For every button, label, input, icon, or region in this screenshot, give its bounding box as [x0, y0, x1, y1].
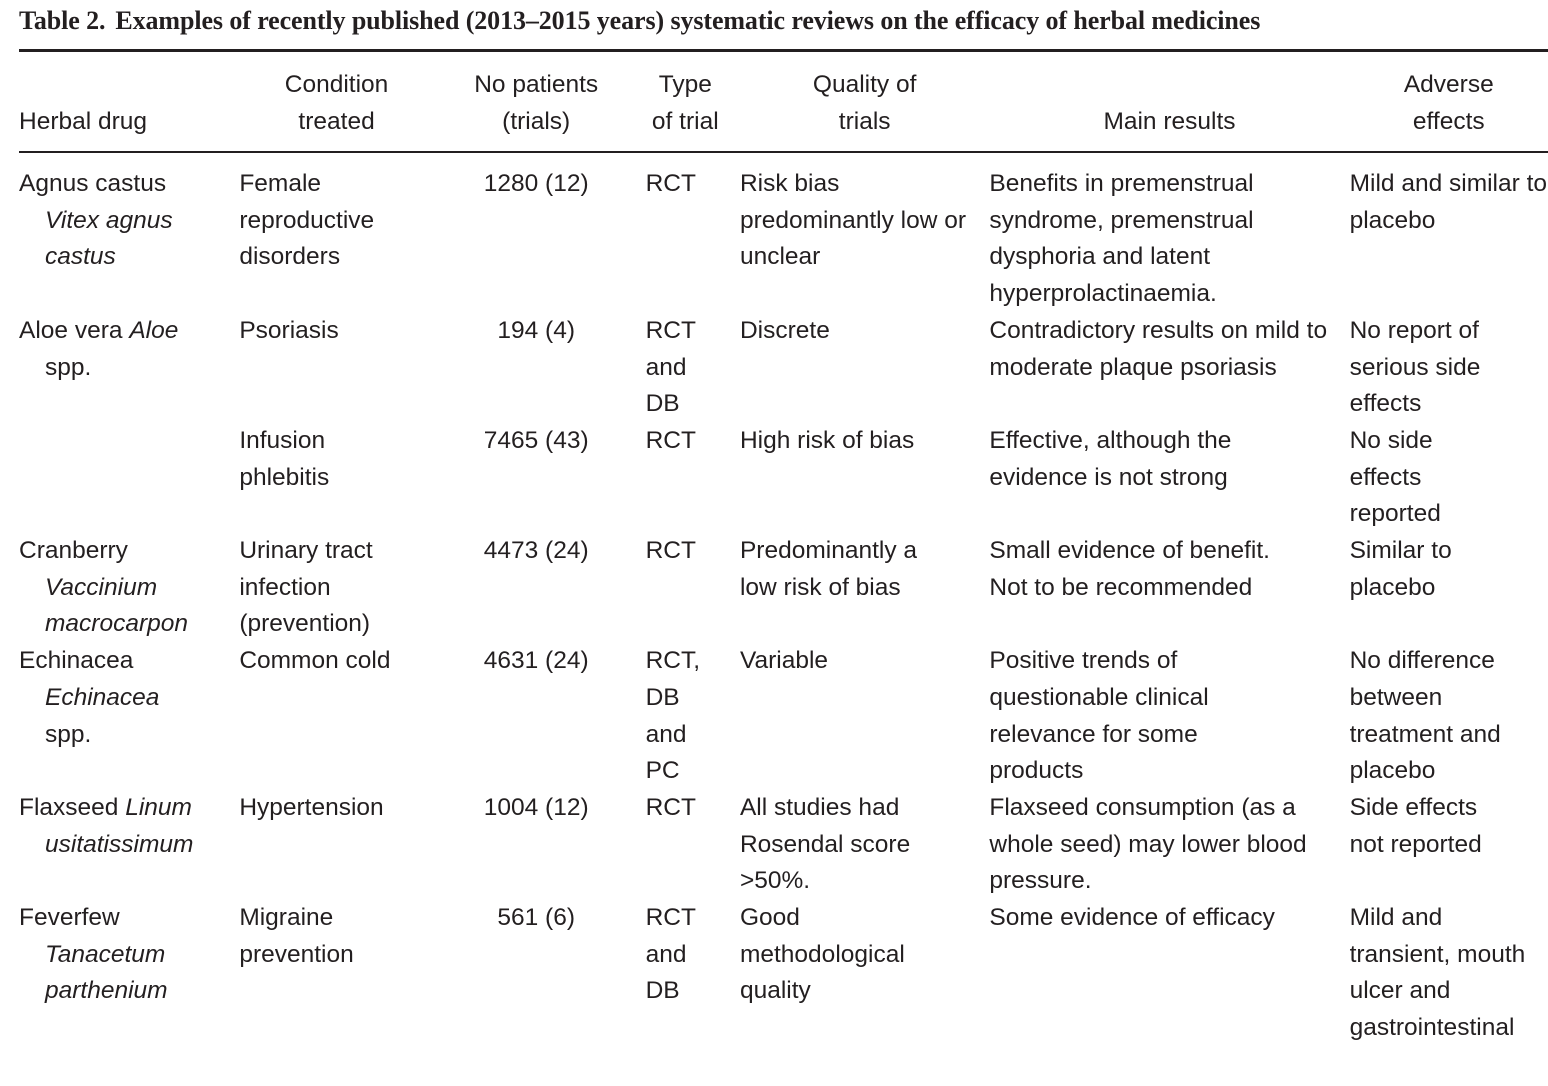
- cell-main-results: Some evidence of efficacy: [989, 904, 1275, 932]
- cell-patients: 1280 (12): [483, 170, 589, 197]
- document-page: [19, 0, 1548, 1086]
- header-no-patients: No patients (trials): [474, 71, 599, 135]
- cell-adverse-effects: No report of serious side effects: [1349, 316, 1481, 418]
- scientific-name-part2: usitatissimum: [45, 830, 194, 858]
- cell-adverse-effects: Mild and similar to placebo: [1349, 170, 1548, 234]
- herbal-reviews-table: [19, 66, 1548, 1047]
- cell-quality: Good methodological quality: [739, 904, 905, 1005]
- cell-condition: Infusion phlebitis: [239, 426, 330, 491]
- cell-quality: High risk of bias: [739, 426, 915, 454]
- table-row: [19, 790, 1548, 900]
- cell-patients: 4473 (24): [483, 537, 589, 565]
- cell-main-results: Flaxseed consumption (as a whole seed) may lower blood pressure.: [989, 793, 1307, 895]
- cell-herbal-drug: Feverfew Tanacetum parthenium: [19, 904, 168, 1005]
- cell-condition: Female reproductive disorders: [239, 170, 375, 271]
- cell-herbal-drug: Cranberry Vaccinium macrocarpon: [19, 537, 188, 638]
- scientific-name-part1: Linum: [125, 793, 192, 821]
- cell-condition: Common cold: [239, 647, 391, 675]
- cell-patients: 7465 (43): [483, 426, 589, 454]
- cell-quality: All studies had Rosendal score >50%.: [739, 793, 911, 895]
- cell-herbal-drug: Flaxseed Linum usitatissimum: [19, 793, 194, 858]
- cell-quality: Risk bias predominantly low or unclear: [739, 170, 967, 271]
- cell-main-results: Benefits in premenstrual syndrome, premenstrual dysphoria and latent hyperprolactinaemia.: [989, 170, 1254, 308]
- table-row: [19, 152, 1548, 313]
- cell-herbal-drug-empty: [19, 423, 239, 533]
- cell-herbal-drug: Aloe vera Aloe spp.: [19, 316, 179, 381]
- cell-adverse-effects: No side effects reported: [1349, 426, 1441, 528]
- table-caption: [19, 4, 1260, 38]
- cell-main-results: Effective, although the evidence is not strong: [989, 426, 1232, 491]
- cell-trial-type: RCT: [645, 537, 696, 565]
- header-main-results: Main results: [1103, 108, 1236, 135]
- cell-trial-type: RCT: [645, 793, 696, 821]
- header-herbal-drug: Herbal drug: [19, 108, 148, 135]
- cell-adverse-effects: No difference between treatment and placebo: [1349, 647, 1501, 785]
- header-type-of-trial: Type of trial: [651, 71, 719, 135]
- cell-herbal-drug: Echinacea Echinacea spp.: [19, 647, 160, 748]
- cell-adverse-effects: Mild and transient, mouth ulcer and gastrointestinal: [1349, 904, 1526, 1042]
- cell-adverse-effects: Side effects not reported: [1349, 793, 1482, 858]
- cell-trial-type: RCT and DB: [645, 316, 696, 418]
- cell-condition: Migraine prevention: [239, 904, 354, 968]
- table-row: [19, 423, 1548, 533]
- top-rule: [19, 49, 1548, 52]
- cell-quality: Predominantly a low risk of bias: [739, 537, 918, 601]
- header-adverse-effects: Adverse effects: [1403, 71, 1494, 135]
- cell-patients: 1004 (12): [483, 793, 589, 821]
- table-header-row: [19, 66, 1548, 152]
- cell-condition: Hypertension: [239, 793, 384, 821]
- cell-patients: 194 (4): [497, 316, 576, 344]
- cell-quality: Discrete: [739, 316, 830, 344]
- cell-main-results: Positive trends of questionable clinical relevance for some products: [989, 647, 1209, 785]
- cell-condition: Urinary tract infection (prevention): [239, 537, 373, 638]
- cell-trial-type: RCT and DB: [645, 904, 696, 1005]
- table-caption-label: Table 2.: [19, 6, 106, 35]
- header-quality-of-trials: Quality of trials: [812, 71, 917, 135]
- cell-trial-type: RCT: [645, 426, 696, 454]
- cell-main-results: Small evidence of benefit. Not to be recommended: [989, 537, 1270, 601]
- cell-main-results: Contradictory results on mild to moderate plaque psoriasis: [989, 316, 1328, 381]
- table-row: [19, 900, 1548, 1047]
- cell-patients: 561 (6): [497, 904, 576, 932]
- cell-trial-type: RCT, DB and PC: [645, 647, 701, 785]
- table-row: [19, 313, 1548, 423]
- cell-patients: 4631 (24): [483, 647, 589, 675]
- header-condition-treated: Condition treated: [284, 71, 389, 135]
- table-row: [19, 533, 1548, 643]
- cell-trial-type: RCT: [645, 170, 696, 197]
- cell-herbal-drug: Agnus castus Vitex agnus castus: [19, 170, 173, 271]
- table-caption-title: Examples of recently published (2013–2015 years) systematic reviews on the efficacy of herbal medicines: [115, 6, 1261, 35]
- cell-condition: Psoriasis: [239, 316, 339, 344]
- cell-adverse-effects: Similar to placebo: [1349, 537, 1452, 601]
- table-row: [19, 643, 1548, 790]
- cell-quality: Variable: [739, 647, 829, 675]
